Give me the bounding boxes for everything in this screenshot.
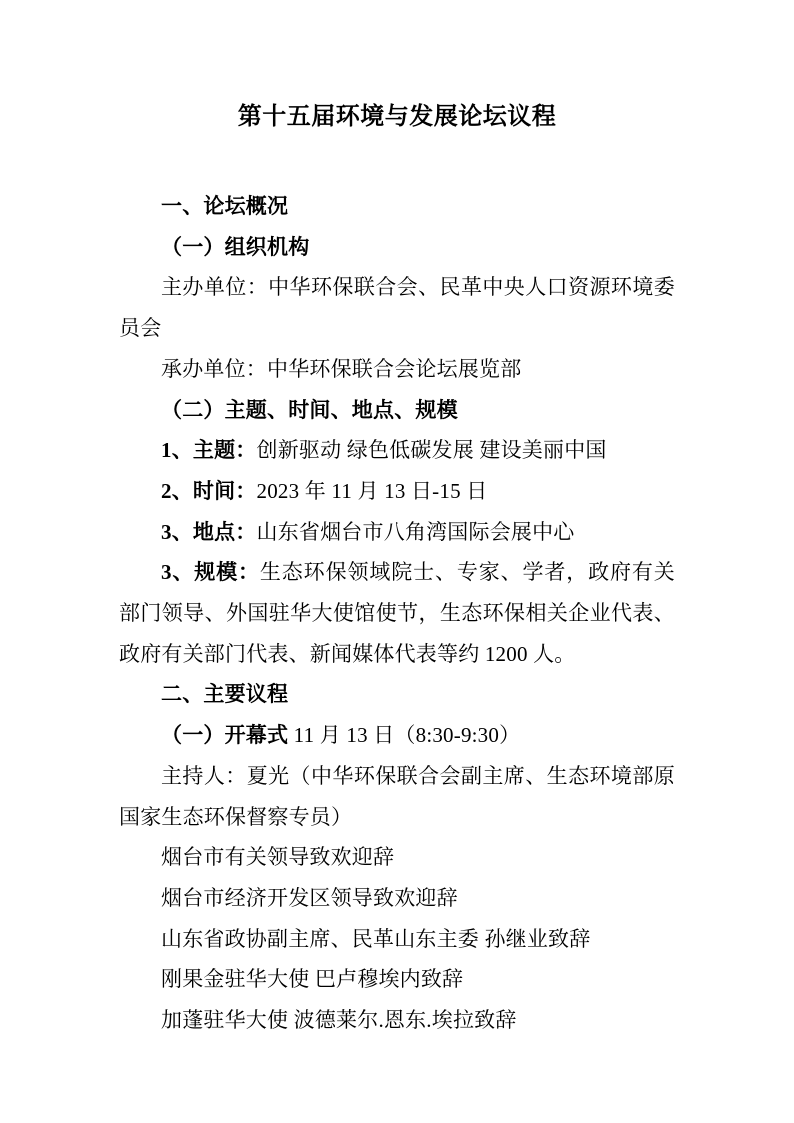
paragraph-yantai-devzone-welcome: 烟台市经济开发区领导致欢迎辞 [161,885,458,910]
paragraph-shandong-speech: 山东省政协副主席、民革山东主委 孙继业致辞 [161,926,591,951]
scale-text: 生态环保领域院士、专家、学者，政府有关部门领导、外国驻华大使馆使节，生态环保相关企业代表、政府有关部门代表、新闻媒体代表等约 1200 人。 [119,560,675,666]
paragraph-host-unit: 主办单位：中华环保联合会、民革中央人口资源环境委员会 [119,275,675,341]
time-label: 2、时间： [161,478,257,503]
paragraph-theme [119,430,675,471]
opening-ceremony-label: （一）开幕式 [161,723,289,748]
opening-ceremony-time: 11 月 13 日（8:30-9:30） [288,723,521,748]
paragraph-opening-ceremony [119,715,675,756]
paragraph-congo-ambassador-speech: 刚果金驻华大使 巴卢穆埃内致辞 [161,967,464,992]
subsection-heading-organization: （一）组织机构 [161,234,310,259]
theme-text: 创新驱动 绿色低碳发展 建设美丽中国 [256,438,607,463]
place-label: 3、地点： [161,519,257,544]
subsection-heading-theme-time-place-scale: （二）主题、时间、地点、规模 [161,397,458,422]
section-heading-forum-overview: 一、论坛概况 [161,194,289,218]
time-text: 2023 年 11 月 13 日-15 日 [256,478,488,503]
paragraph-yantai-leaders-welcome: 烟台市有关领导致欢迎辞 [161,845,395,870]
document-title: 第十五届环境与发展论坛议程 [237,104,557,130]
scale-label: 3、规模： [161,560,260,585]
place-text: 山东省烟台市八角湾国际会展中心 [256,519,575,544]
paragraph-organizer-unit: 承办单位：中华环保联合会论坛展览部 [161,356,522,381]
section-heading-main-agenda: 二、主要议程 [161,682,289,707]
paragraph-scale [119,552,675,674]
paragraph-time [119,471,675,512]
paragraph-gabon-ambassador-speech: 加蓬驻华大使 波德莱尔.恩东.埃拉致辞 [161,1008,517,1033]
paragraph-place [119,512,675,553]
paragraph-moderator: 主持人：夏光（中华环保联合会副主席、生态环境部原国家生态环保督察专员） [119,763,675,829]
theme-label: 1、主题： [161,438,257,463]
